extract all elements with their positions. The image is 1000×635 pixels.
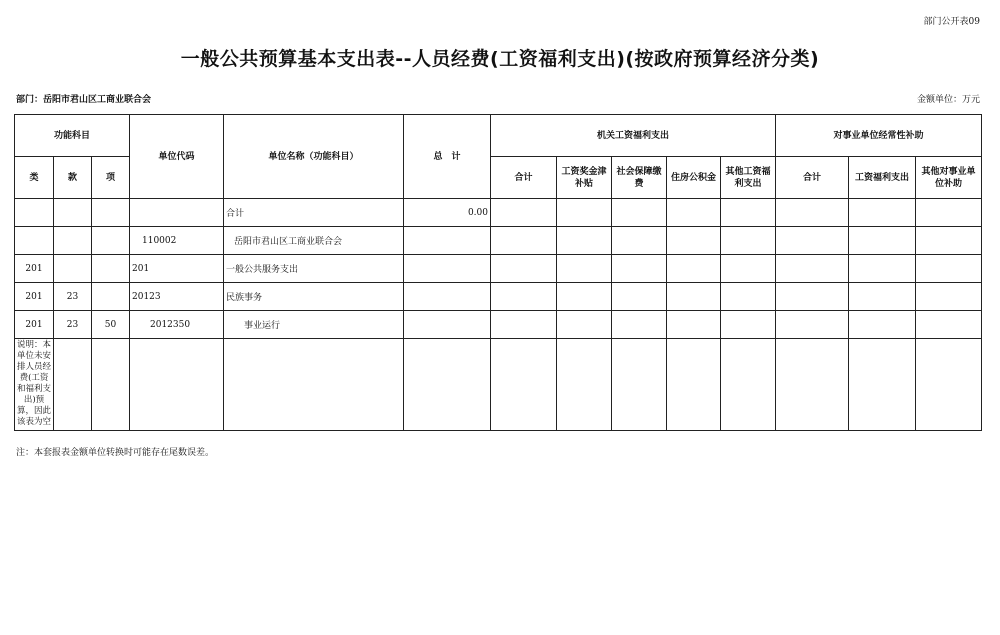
header-org-total: 合计 [491, 157, 557, 199]
page-title: 一般公共预算基本支出表--人员经费(工资福利支出)(按政府预算经济分类) [180, 48, 820, 70]
cell-xiang [92, 199, 130, 227]
cell-name: 岳阳市君山区工商业联合会 [224, 227, 404, 255]
table-row [15, 255, 982, 283]
header-org-salary: 工资奖金津补贴 [557, 157, 612, 199]
header-unit-name: 单位名称（功能科目） [224, 115, 404, 199]
header-xiang: 项 [92, 157, 130, 199]
header-org-housing: 住房公积金 [667, 157, 721, 199]
header-inst-other: 其他对事业单位补助 [916, 157, 982, 199]
cell-kuan [54, 199, 92, 227]
cell-total [404, 255, 491, 283]
cell-lei: 201 [15, 283, 54, 311]
expenditure-table [14, 114, 982, 431]
header-org-other: 其他工资福利支出 [721, 157, 776, 199]
header-inst-total: 合计 [776, 157, 849, 199]
table-row-note [15, 339, 982, 431]
header-lei: 类 [15, 157, 54, 199]
cell-total [404, 283, 491, 311]
header-unit-code: 单位代码 [130, 115, 224, 199]
cell-lei [15, 227, 54, 255]
form-code: 部门公开表09 [923, 17, 980, 27]
header-org-group: 机关工资福利支出 [491, 115, 776, 157]
cell-kuan: 23 [54, 283, 92, 311]
cell-total [404, 227, 491, 255]
cell-kuan [54, 227, 92, 255]
header-kuan: 款 [54, 157, 92, 199]
header-func-subject: 功能科目 [15, 115, 130, 157]
table-row [15, 311, 982, 339]
cell-lei: 201 [15, 255, 54, 283]
cell-name: 一般公共服务支出 [224, 255, 404, 283]
cell-lei: 201 [15, 311, 54, 339]
footer-note: 注：本套报表金额单位转换时可能存在尾数误差。 [16, 448, 215, 458]
cell-code: 110002 [130, 227, 224, 255]
note-cell: 说明：本单位未安排人员经费(工资和福利支出)预算，因此该表为空 [15, 339, 54, 431]
department-label: 部门：岳阳市君山区工商业联合会 [16, 95, 152, 105]
cell-code: 201 [130, 255, 224, 283]
cell-xiang [92, 227, 130, 255]
table-row-total [15, 199, 982, 227]
table-row [15, 227, 982, 255]
cell-xiang [92, 283, 130, 311]
header-row-1 [15, 115, 982, 157]
cell-kuan: 23 [54, 311, 92, 339]
cell-xiang: 50 [92, 311, 130, 339]
header-inst-salary: 工资福利支出 [849, 157, 916, 199]
cell-code: 20123 [130, 283, 224, 311]
cell-name: 民族事务 [224, 283, 404, 311]
cell-xiang [92, 255, 130, 283]
table-row [15, 283, 982, 311]
cell-kuan [54, 255, 92, 283]
header-org-social: 社会保障缴费 [612, 157, 667, 199]
cell-total [404, 311, 491, 339]
cell-name: 事业运行 [224, 311, 404, 339]
cell-code [130, 199, 224, 227]
cell-code: 2012350 [130, 311, 224, 339]
header-total: 总 计 [404, 115, 491, 199]
cell-lei [15, 199, 54, 227]
header-inst-group: 对事业单位经常性补助 [776, 115, 982, 157]
cell-name: 合计 [224, 199, 404, 227]
amount-unit-label: 金额单位：万元 [916, 95, 980, 105]
cell-total: 0.00 [404, 199, 491, 227]
